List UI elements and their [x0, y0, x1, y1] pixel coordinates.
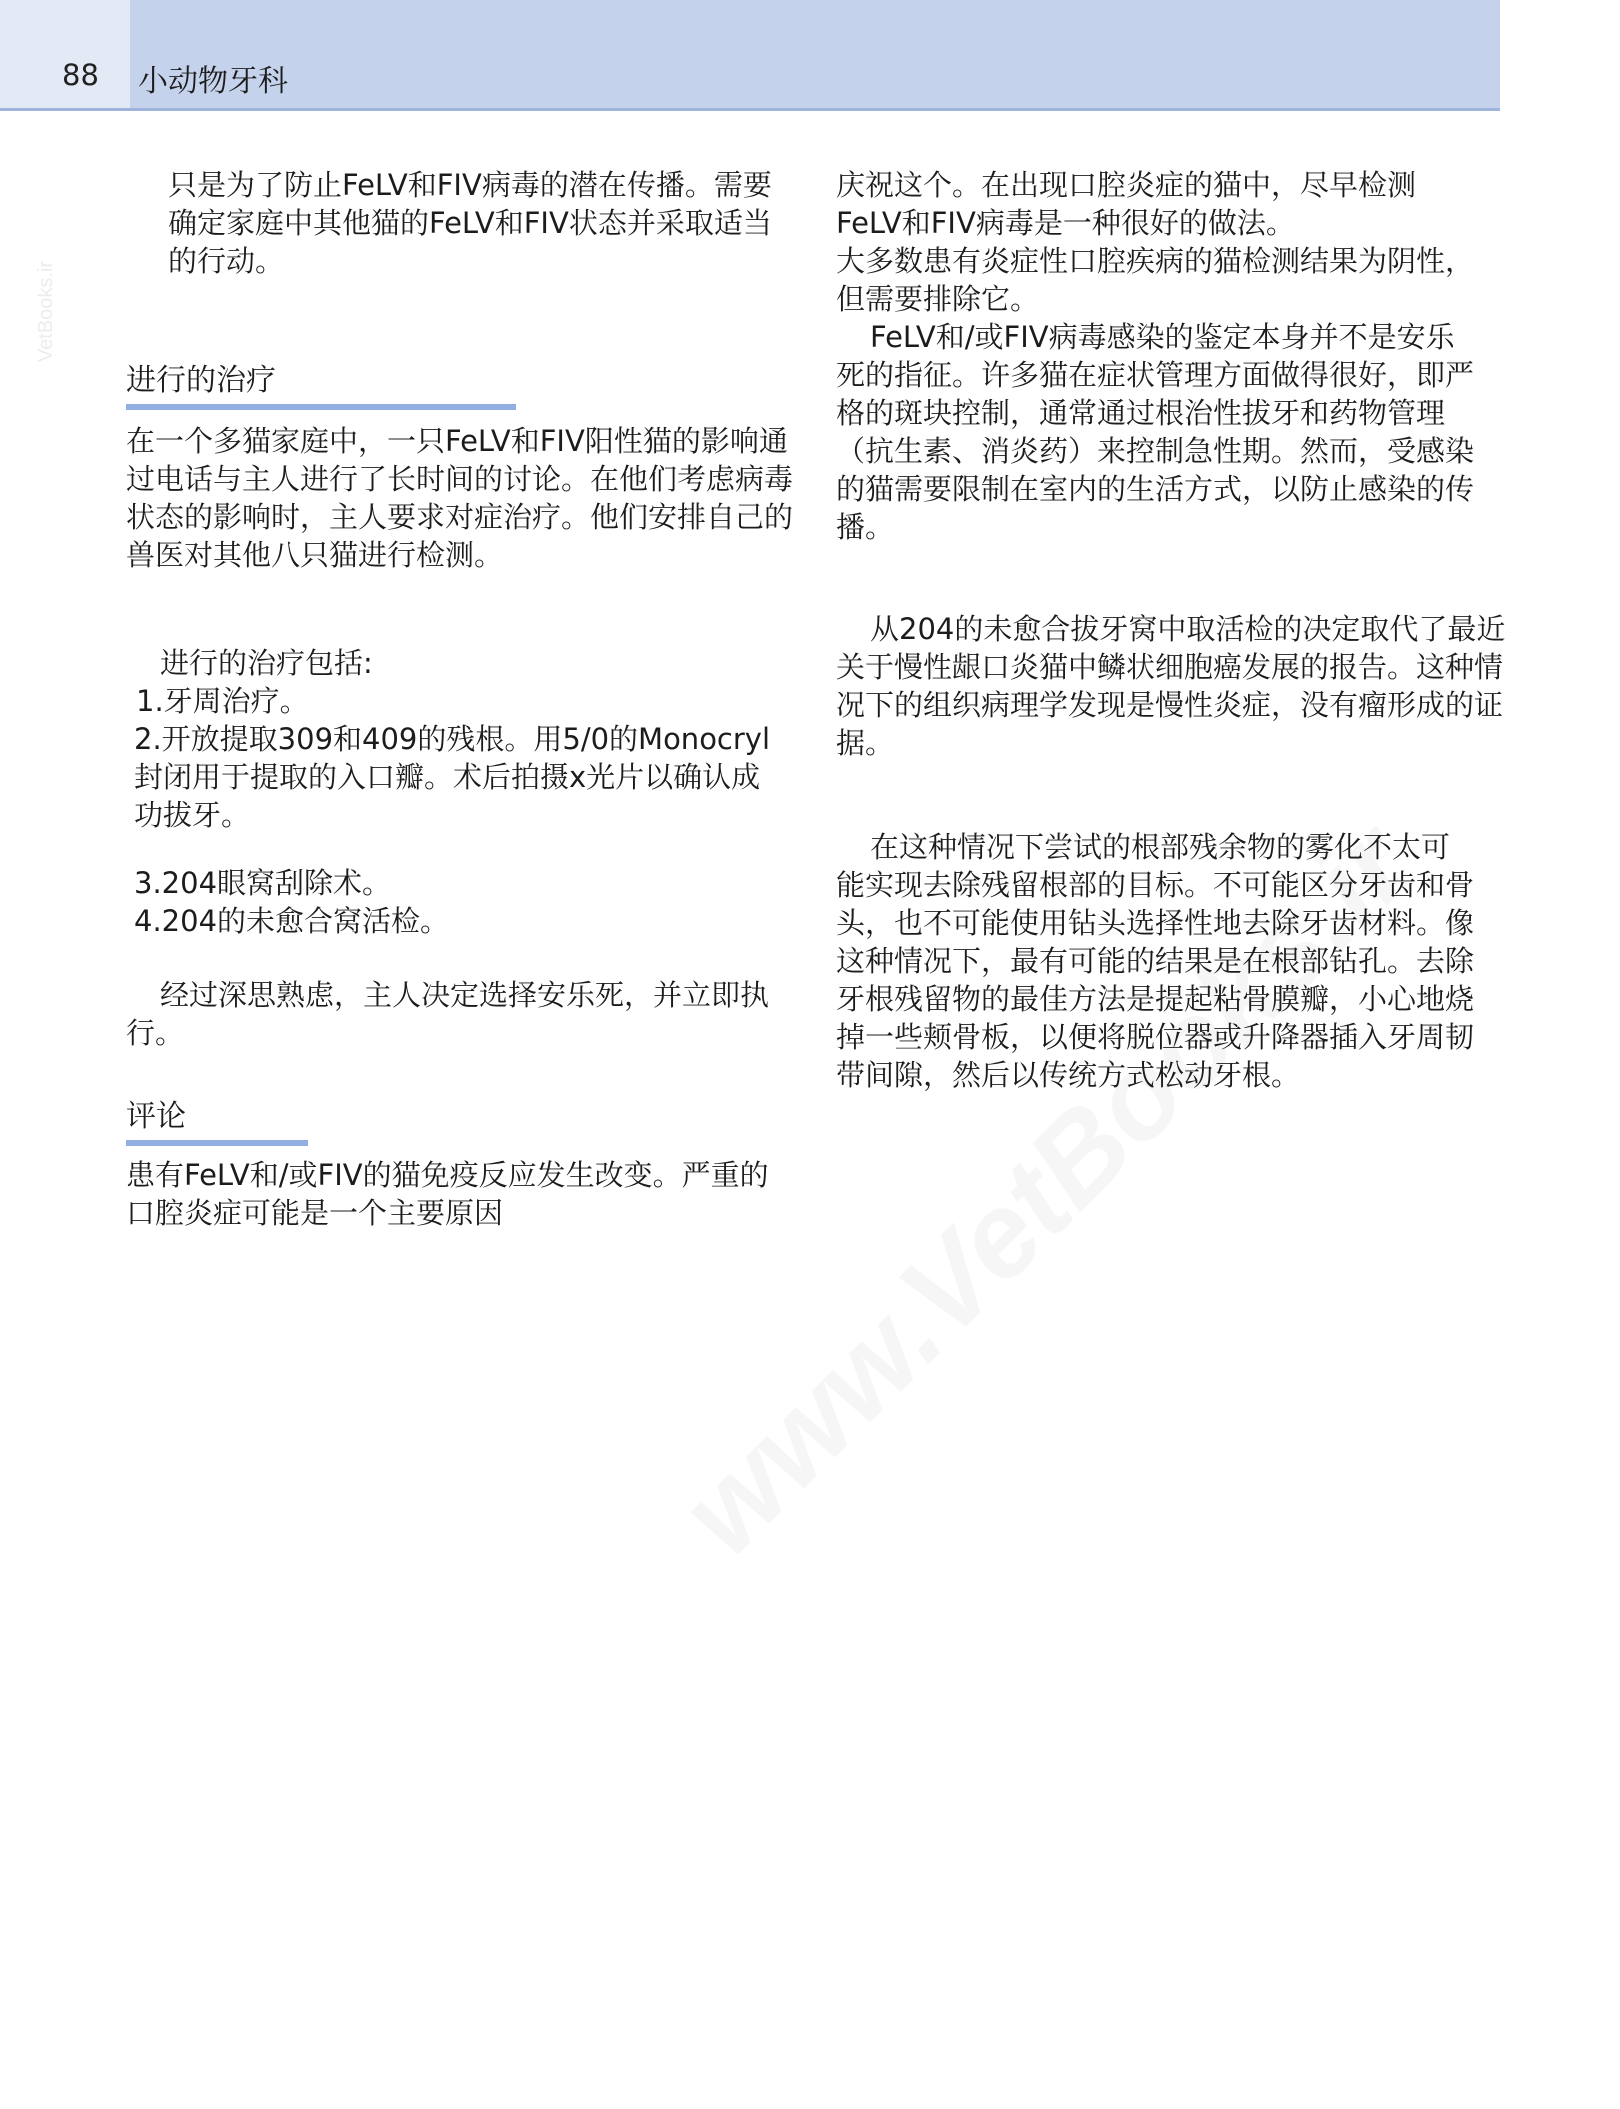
euthanasia-paragraph: 经过深思熟虑，主人决定选择安乐死，并立即执行。: [126, 978, 770, 1050]
heading-comment: 评论: [126, 1099, 186, 1134]
heading-comment-rule: [126, 1140, 308, 1146]
page-number: 88: [62, 58, 99, 92]
right-paragraph-5: 在这种情况下尝试的根部残余物的雾化不太可能实现去除残留根部的目标。不可能区分牙齿和骨头，也不可能使用钻头选择性地去除牙齿材料。像这种情况下，最有可能的结果是在根部钻孔。去除牙根残留物的最佳方法是提起粘骨膜瓣，小心地烧掉一些颊骨板，以便将脱位器或升降器插入牙周韧带间隙，然后以传统方式松动牙根。: [836, 830, 1475, 1092]
running-title: 小动物牙科: [138, 64, 288, 99]
heading-treatment: 进行的治疗: [126, 363, 276, 398]
treatment-list-intro: 进行的治疗包括:: [160, 646, 373, 680]
intro-paragraph: 只是为了防止FeLV和FIV病毒的潜在传播。需要确定家庭中其他猫的FeLV和FIV状态并采取适当的行动。: [168, 168, 772, 278]
page-header: [0, 0, 1500, 111]
side-watermark: VetBooks.ir: [35, 260, 58, 363]
treatment-item-3: 3.204眼窝刮除术。: [134, 866, 392, 900]
comment-paragraph: 患有FeLV和/或FIV的猫免疫反应发生改变。严重的口腔炎症可能是一个主要原因: [126, 1158, 769, 1230]
right-paragraph-3: FeLV和/或FIV病毒感染的鉴定本身并不是安乐死的指征。许多猫在症状管理方面做得很好，即严格的斑块控制，通常通过根治性拔牙和药物管理（抗生素、消炎药）来控制急性期。然而，受感染的猫需要限制在室内的生活方式，以防止感染的传播。: [836, 320, 1475, 544]
treatment-item-1: 1.牙周治疗。: [136, 684, 309, 718]
treatment-item-2: 2.开放提取309和409的残根。用5/0的Monocryl封闭用于提取的入口瓣。术后拍摄x光片以确认成功拔牙。: [134, 722, 771, 832]
heading-treatment-rule: [126, 404, 516, 410]
right-paragraph-1: 庆祝这个。在出现口腔炎症的猫中，尽早检测FeLV和FIV病毒是一种很好的做法。: [836, 168, 1417, 240]
treatment-item-4: 4.204的未愈合窝活检。: [134, 904, 450, 938]
right-paragraph-4: 从204的未愈合拔牙窝中取活检的决定取代了最近关于慢性龈口炎猫中鳞状细胞癌发展的报告。这种情况下的组织病理学发现是慢性炎症，没有瘤形成的证据。: [836, 612, 1506, 760]
right-paragraph-2: 大多数患有炎症性口腔疾病的猫检测结果为阴性，但需要排除它。: [836, 244, 1475, 316]
treatment-paragraph: 在一个多猫家庭中，一只FeLV和FIV阳性猫的影响通过电话与主人进行了长时间的讨论。在他们考虑病毒状态的影响时，主人要求对症治疗。他们安排自己的兽医对其他八只猫进行检测。: [126, 424, 794, 572]
